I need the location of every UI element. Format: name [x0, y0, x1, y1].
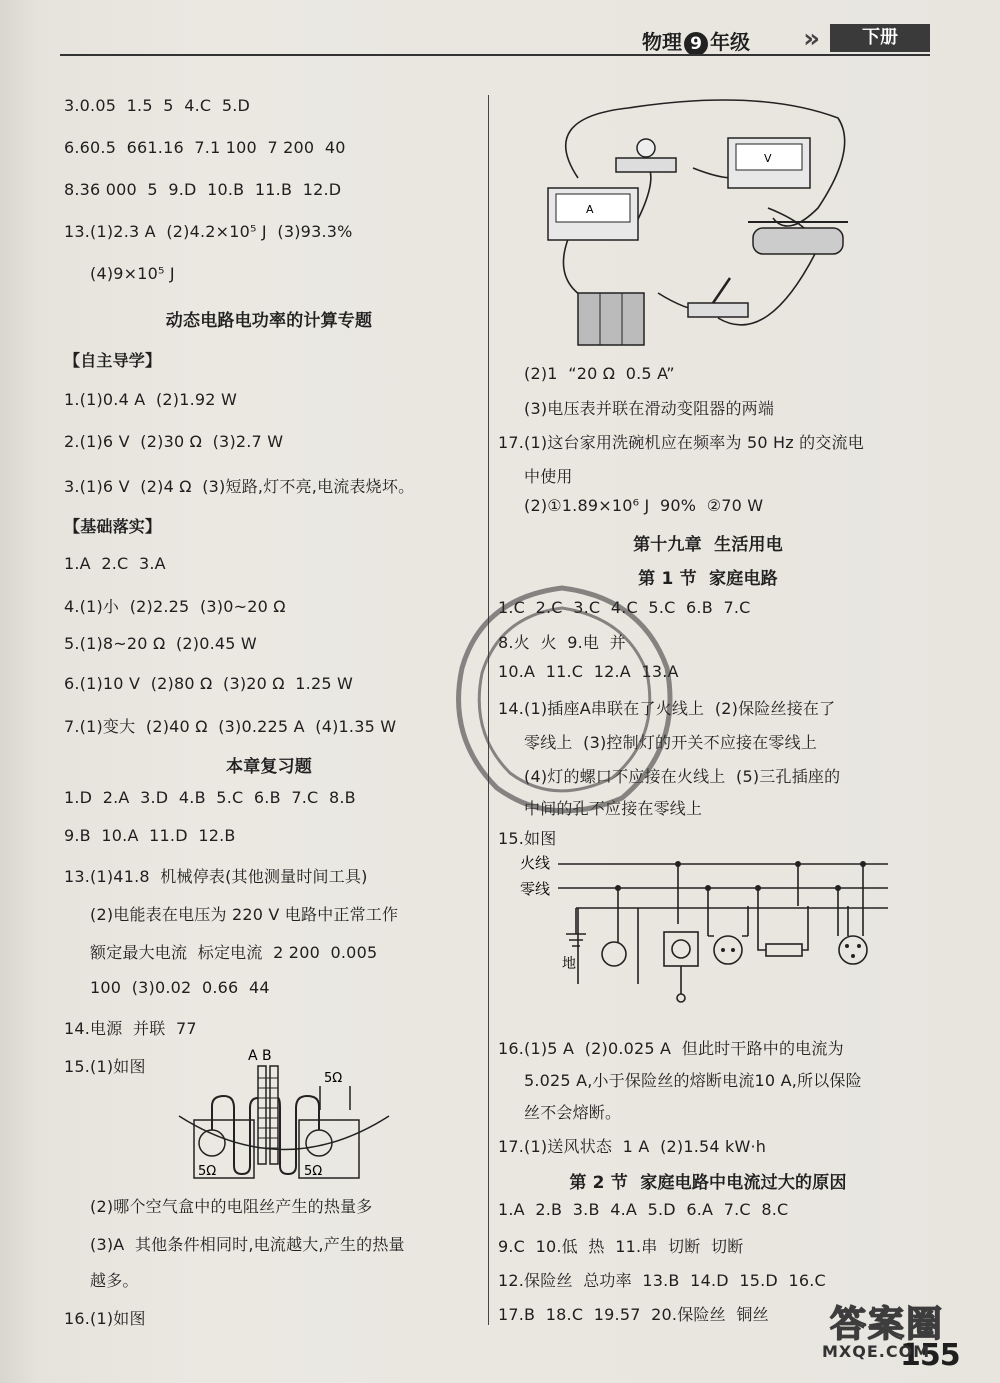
u-tube-label: A B — [248, 1048, 272, 1064]
household-circuit-diagram — [518, 854, 898, 1024]
answer-line: 1.D 2.A 3.D 4.B 5.C 6.B 7.C 8.B — [64, 788, 356, 807]
answer-line: 14.电源 并联 77 — [64, 1019, 197, 1038]
watermark-stamp-icon — [442, 578, 682, 828]
answer-line: (2)电能表在电压为 220 V 电路中正常工作 — [90, 905, 399, 924]
answer-line: 中间的孔不应接在零线上 — [524, 799, 703, 818]
subsection-heading: 【自主导学】 — [64, 351, 162, 370]
answer-line: 14.(1)插座A串联在了火线上 (2)保险丝接在了 — [498, 699, 836, 718]
answer-line: 1.A 2.B 3.B 4.A 5.D 6.A 7.C 8.C — [498, 1200, 789, 1219]
answer-line: (3)A 其他条件相同时,电流越大,产生的热量 — [90, 1235, 405, 1254]
page-number: 155 — [900, 1338, 960, 1373]
section-title: 本章复习题 — [226, 757, 312, 777]
top-resistor-label: 5Ω — [324, 1071, 343, 1086]
watermark-title: 答案圈 — [830, 1304, 945, 1345]
subject-pre: 物理 — [642, 30, 682, 54]
answer-line: 10.A 11.C 12.A 13.A — [498, 662, 679, 681]
volume-tag: 下册 — [830, 24, 930, 52]
answer-line: 17.(1)送风状态 1 A (2)1.54 kW·h — [498, 1137, 767, 1156]
answer-line: 17.B 18.C 19.57 20.保险丝 铜丝 — [498, 1305, 769, 1324]
answer-line: 13.(1)2.3 A (2)4.2×10⁵ J (3)93.3% — [64, 222, 353, 241]
answer-line: 15.(1)如图 — [64, 1057, 146, 1076]
answer-line: 6.(1)10 V (2)80 Ω (3)20 Ω 1.25 W — [64, 674, 354, 693]
answer-line: (2)①1.89×10⁶ J 90% ②70 W — [524, 496, 764, 515]
watermark-url: MXQE.COM — [822, 1342, 931, 1361]
answer-line: 100 (3)0.02 0.66 44 — [90, 978, 270, 997]
circuit-diagram — [518, 88, 858, 358]
answer-line: 1.C 2.C 3.C 4.C 5.C 6.B 7.C — [498, 598, 751, 617]
grade-number-badge: 9 — [684, 32, 708, 56]
answer-line: 12.保险丝 总功率 13.B 14.D 15.D 16.C — [498, 1271, 826, 1290]
neutral-wire-label: 零线 — [520, 880, 551, 898]
header-rule — [60, 54, 930, 56]
answer-line: 9.C 10.低 热 11.串 切断 切断 — [498, 1237, 744, 1256]
answer-line: 中使用 — [524, 467, 573, 486]
answer-line: 9.B 10.A 11.D 12.B — [64, 826, 236, 845]
answer-line: 7.(1)变大 (2)40 Ω (3)0.225 A (4)1.35 W — [64, 717, 397, 736]
answer-line: 1.A 2.C 3.A — [64, 554, 166, 573]
heating-experiment-figure — [174, 1048, 394, 1188]
answer-line: 15.如图 — [498, 829, 557, 848]
answer-line: (2)1 “20 Ω 0.5 A” — [524, 364, 675, 383]
answer-line: 越多。 — [90, 1271, 139, 1290]
answer-line: 6.60.5 661.16 7.1 100 7 200 40 — [64, 138, 346, 157]
answer-line: 13.(1)41.8 机械停表(其他测量时间工具) — [64, 867, 368, 886]
answer-line: (4)灯的螺口不应接在火线上 (5)三孔插座的 — [524, 767, 841, 786]
voltmeter-label: V — [764, 152, 772, 165]
answer-line: 额定最大电流 标定电流 2 200 0.005 — [90, 943, 378, 962]
double-chevron-icon: » — [803, 24, 820, 54]
page-header — [60, 22, 930, 56]
section-title: 第 1 节 家庭电路 — [638, 569, 778, 589]
subsection-heading: 【基础落实】 — [64, 517, 162, 536]
right-resistor-label: 5Ω — [304, 1164, 323, 1179]
answer-line: 2.(1)6 V (2)30 Ω (3)2.7 W — [64, 432, 284, 451]
answer-line: (2)哪个空气盒中的电阻丝产生的热量多 — [90, 1197, 373, 1216]
section-title: 动态电路电功率的计算专题 — [165, 311, 373, 331]
chapter-title: 第十九章 生活用电 — [633, 535, 783, 555]
ground-label: 地 — [562, 956, 576, 972]
ammeter-label: A — [586, 203, 594, 216]
answer-line: (4)9×10⁵ J — [90, 264, 175, 283]
site-watermark — [822, 1296, 982, 1372]
answer-line: 8.36 000 5 9.D 10.B 11.B 12.D — [64, 180, 342, 199]
answer-line: 4.(1)小 (2)2.25 (3)0~20 Ω — [64, 597, 286, 616]
answer-line: 3.0.05 1.5 5 4.C 5.D — [64, 96, 251, 115]
answer-line: 丝不会熔断。 — [524, 1103, 622, 1122]
answer-line: (3)电压表并联在滑动变阻器的两端 — [524, 399, 775, 418]
answer-line: 5.025 A,小于保险丝的熔断电流10 A,所以保险 — [524, 1071, 862, 1090]
answer-line: 16.(1)5 A (2)0.025 A 但此时干路中的电流为 — [498, 1039, 844, 1058]
answer-line: 8.火 火 9.电 并 — [498, 633, 626, 652]
subject-post: 年级 — [710, 30, 750, 54]
answer-line: 1.(1)0.4 A (2)1.92 W — [64, 390, 237, 409]
answer-line: 16.(1)如图 — [64, 1309, 146, 1328]
answer-line: 零线上 (3)控制灯的开关不应接在零线上 — [524, 733, 818, 752]
answer-line: 17.(1)这台家用洗碗机应在频率为 50 Hz 的交流电 — [498, 433, 864, 452]
answer-line: 5.(1)8~20 Ω (2)0.45 W — [64, 634, 257, 653]
left-resistor-label: 5Ω — [198, 1164, 217, 1179]
live-wire-label: 火线 — [520, 854, 551, 872]
subject-title — [642, 26, 750, 56]
section-title: 第 2 节 家庭电路中电流过大的原因 — [569, 1173, 847, 1193]
answer-line: 3.(1)6 V (2)4 Ω (3)短路,灯不亮,电流表烧坏。 — [64, 477, 415, 496]
